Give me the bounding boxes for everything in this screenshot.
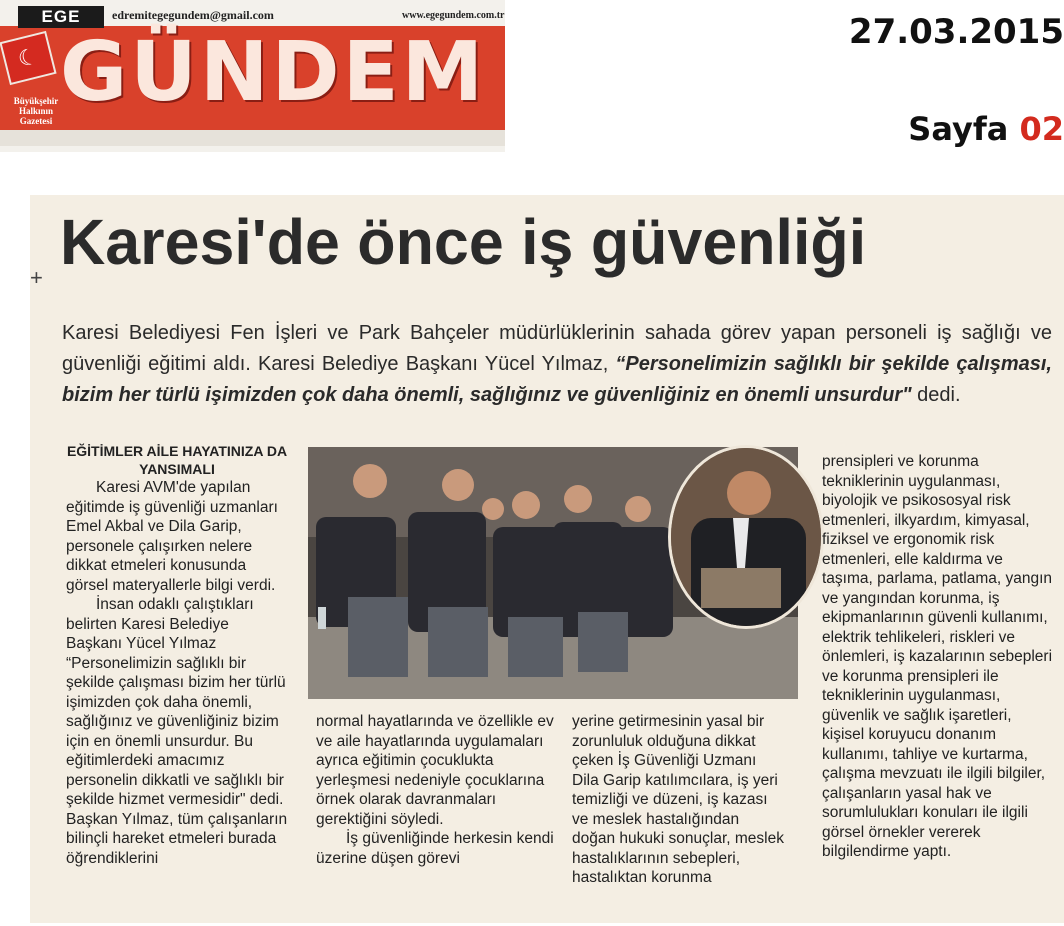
- masthead-tagline: Büyükşehir Halkının Gazetesi: [13, 96, 59, 126]
- masthead-title: GÜNDEM: [60, 25, 487, 120]
- masthead-email: edremitegegundem@gmail.com: [112, 8, 274, 22]
- page-number-label: [908, 110, 1064, 148]
- speaker-inset-photo: [668, 445, 824, 629]
- paragraph: İnsan odaklı çalıştıkları belirten Karesi Belediye Başkanı Yücel Yılmaz “Personelimizin sağlıklı bir şekilde çalışması bizim her türlü işimizden çok daha önemli, sağlığınız ve güvenliğiniz bizim için en önemli unsurdur. Bu eğitimlerdeki amacımız personelin dikkatli ve sağlıklı bir şekilde hizmet vermesidir" dedi. Başkan Yılmaz, tüm çalışanların bilinçli hareket etmeleri burada öğrendiklerini: [66, 596, 288, 867]
- crop-mark-icon: +: [30, 265, 43, 290]
- article-headline: Karesi'de önce iş güvenliği: [60, 206, 867, 278]
- masthead-ege-label: EGE: [18, 6, 104, 28]
- masthead-website: www.egegundem.com.tr: [402, 10, 505, 21]
- speaker-illustration: [671, 448, 821, 626]
- publication-date: 27.03.2015: [848, 12, 1064, 52]
- article-column-3: [572, 712, 784, 888]
- paragraph: yerine getirmesinin yasal bir zorunluluk olduğuna dikkat çeken İş Güvenliği Uzmanı Dila Garip katılımcılara, iş yeri temizliği ve düzeni, iş kazası ve meslek hastalığından doğan hukuki sonuçlar, meslek hastalıklarının sebepleri, hastalıktan korunma: [572, 713, 784, 886]
- lead-quote: “Personelimizin sağlıklı bir şekilde çalışması, bizim her türlü işimizden çok daha önemli, sağlığınız ve güvenliğiniz en önemli unsurdur": [62, 353, 1052, 406]
- paragraph: normal hayatlarında ve özellikle ev ve aile hayatlarında uygulamaları ayrıca eğitimin çocuklukta yerleşmesi nedeniyle çocuklarına örnek olarak davranmaları gerektiğini söyledi.: [316, 713, 554, 828]
- page-word: Sayfa: [908, 110, 1009, 148]
- article-lead: [62, 318, 1052, 411]
- article-subhead: EĞİTİMLER AİLE HAYATINIZA DA YANSIMALI: [66, 443, 288, 477]
- lead-text: Karesi Belediyesi Fen İşleri ve Park Bahçeler müdürlüklerinin sahada görev yapan personeli iş sağlığı ve güvenliği eğitimi aldı. Karesi Belediye Başkanı Yücel Yılmaz,: [62, 322, 1052, 375]
- paragraph: prensipleri ve korunma tekniklerinin uygulanması, biyolojik ve psikososyal risk etmenleri, ilkyardım, kimyasal, fiziksel ve ergonomik risk etmenleri, elle kaldırma ve taşıma, parlama, patlama, yangın ve yangından korunma, iş ekipmanlarının güvenli kullanımı, elektrik tehlikeleri, riskleri ve önlemleri, iş kazalarının sebepleri ve korunma prensipleri ile tekniklerinin uygulanması, güvenlik ve sağlık işaretleri, kişisel koruyucu donanım kullanımı, tahliye ve kurtarma, çalışma mevzuatı ile ilgili bilgiler, çalışanların yasal hak ve sorumlulukları konuları ile ilgili görsel örnekler vererek bilgilendirme yaptı.: [822, 453, 1053, 860]
- paragraph: İş güvenliğinde herkesin kendi üzerine düşen görevi: [316, 830, 554, 867]
- lead-end: dedi.: [917, 384, 961, 406]
- article-column-4: [822, 452, 1054, 862]
- page-number: 02: [1019, 110, 1064, 148]
- article-column-1: [66, 442, 288, 868]
- article-column-2: [316, 712, 556, 868]
- masthead-bottom-band: [0, 130, 505, 146]
- turkish-flag-icon: ☾: [0, 31, 57, 85]
- paragraph: Karesi AVM'de yapılan eğitimde iş güvenliği uzmanları Emel Akbal ve Dila Garip, personele çalışırken nelere dikkat etmeleri konusunda görsel materyallerle bilgi verdi.: [66, 479, 278, 594]
